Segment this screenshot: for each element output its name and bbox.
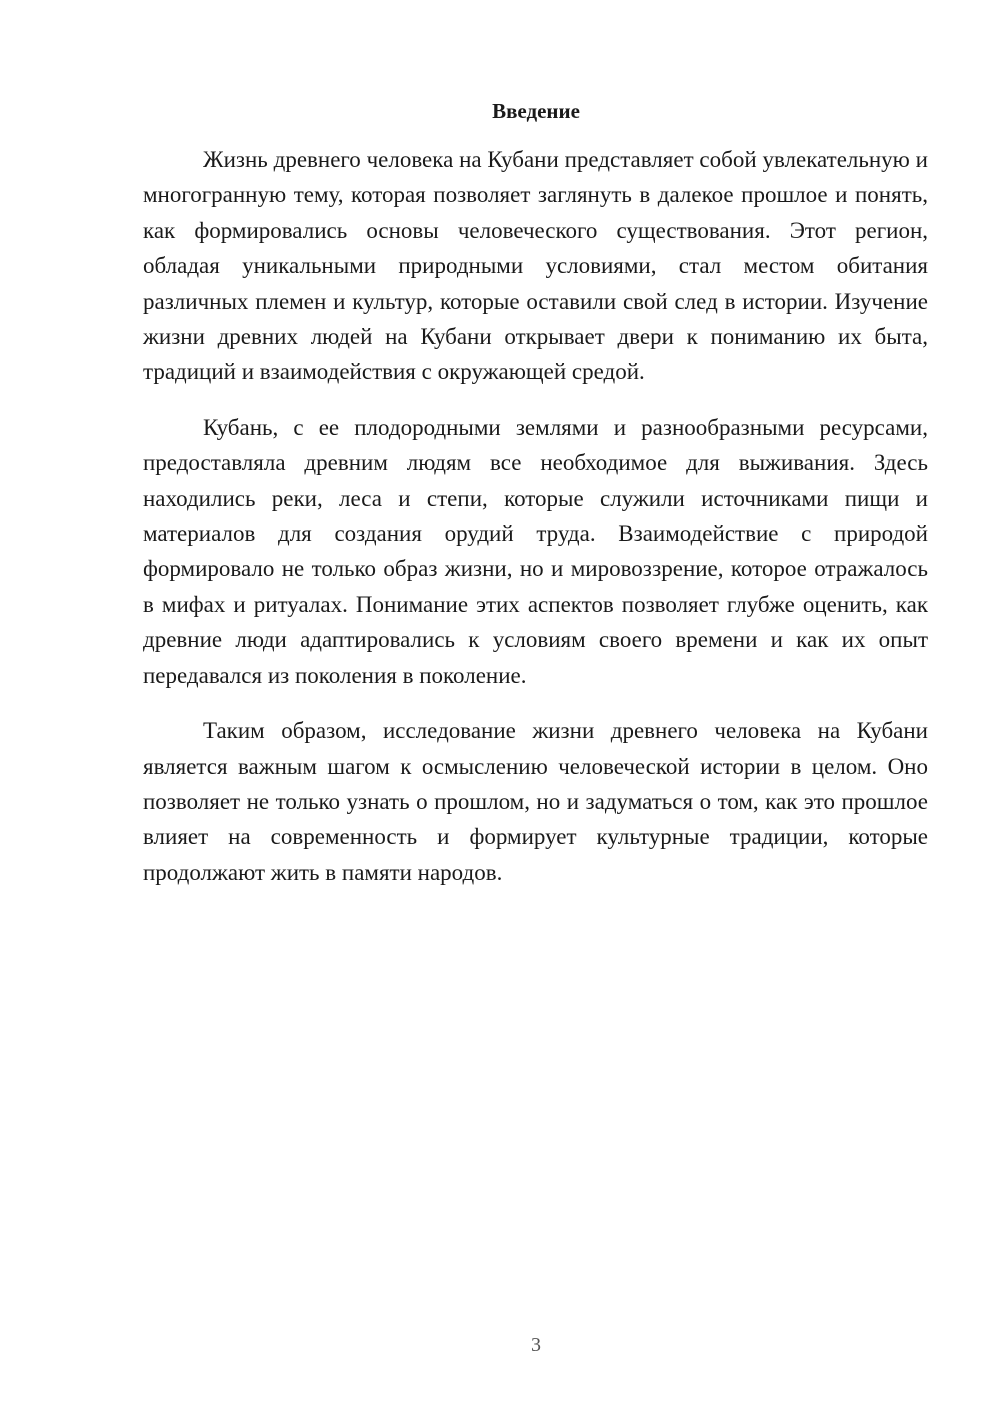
paragraph-3: Таким образом, исследование жизни древнего человека на Кубани является важным шагом к осмыслению человеческой истории в целом. Оно позволяет не только узнать о прошлом, но и задуматься о том, как это прошлое влияет на современность и формирует культурные традиции, которые продолжают жить в памяти народов.: [143, 718, 928, 885]
body-text: [143, 142, 928, 890]
paragraph-2: Кубань, с ее плодородными землями и разнообразными ресурсами, предоставляла древним людям все необходимое для выживания. Здесь находились реки, леса и степи, которые служили источниками пищи и материалов для создания орудий труда. Взаимодействие с природой формировало не только образ жизни, но и мировоззрение, которое отражалось в мифах и ритуалах. Понимание этих аспектов позволяет глубже оценить, как древние люди адаптировались к условиям своего времени и как их опыт передавался из поколения в поколение.: [143, 414, 928, 688]
section-heading: Введение: [492, 99, 580, 123]
paragraph-1: Жизнь древнего человека на Кубани представляет собой увлекательную и многогранную тему, которая позволяет заглянуть в далекое прошлое и понять, как формировались основы человеческого существования. Этот регион, обладая уникальными природными условиями, стал местом обитания различных племен и культур, которые оставили свой след в истории. Изучение жизни древних людей на Кубани открывает двери к пониманию их быта, традиций и взаимодействия с окружающей средой.: [143, 147, 928, 385]
page-number: 3: [531, 1334, 541, 1356]
